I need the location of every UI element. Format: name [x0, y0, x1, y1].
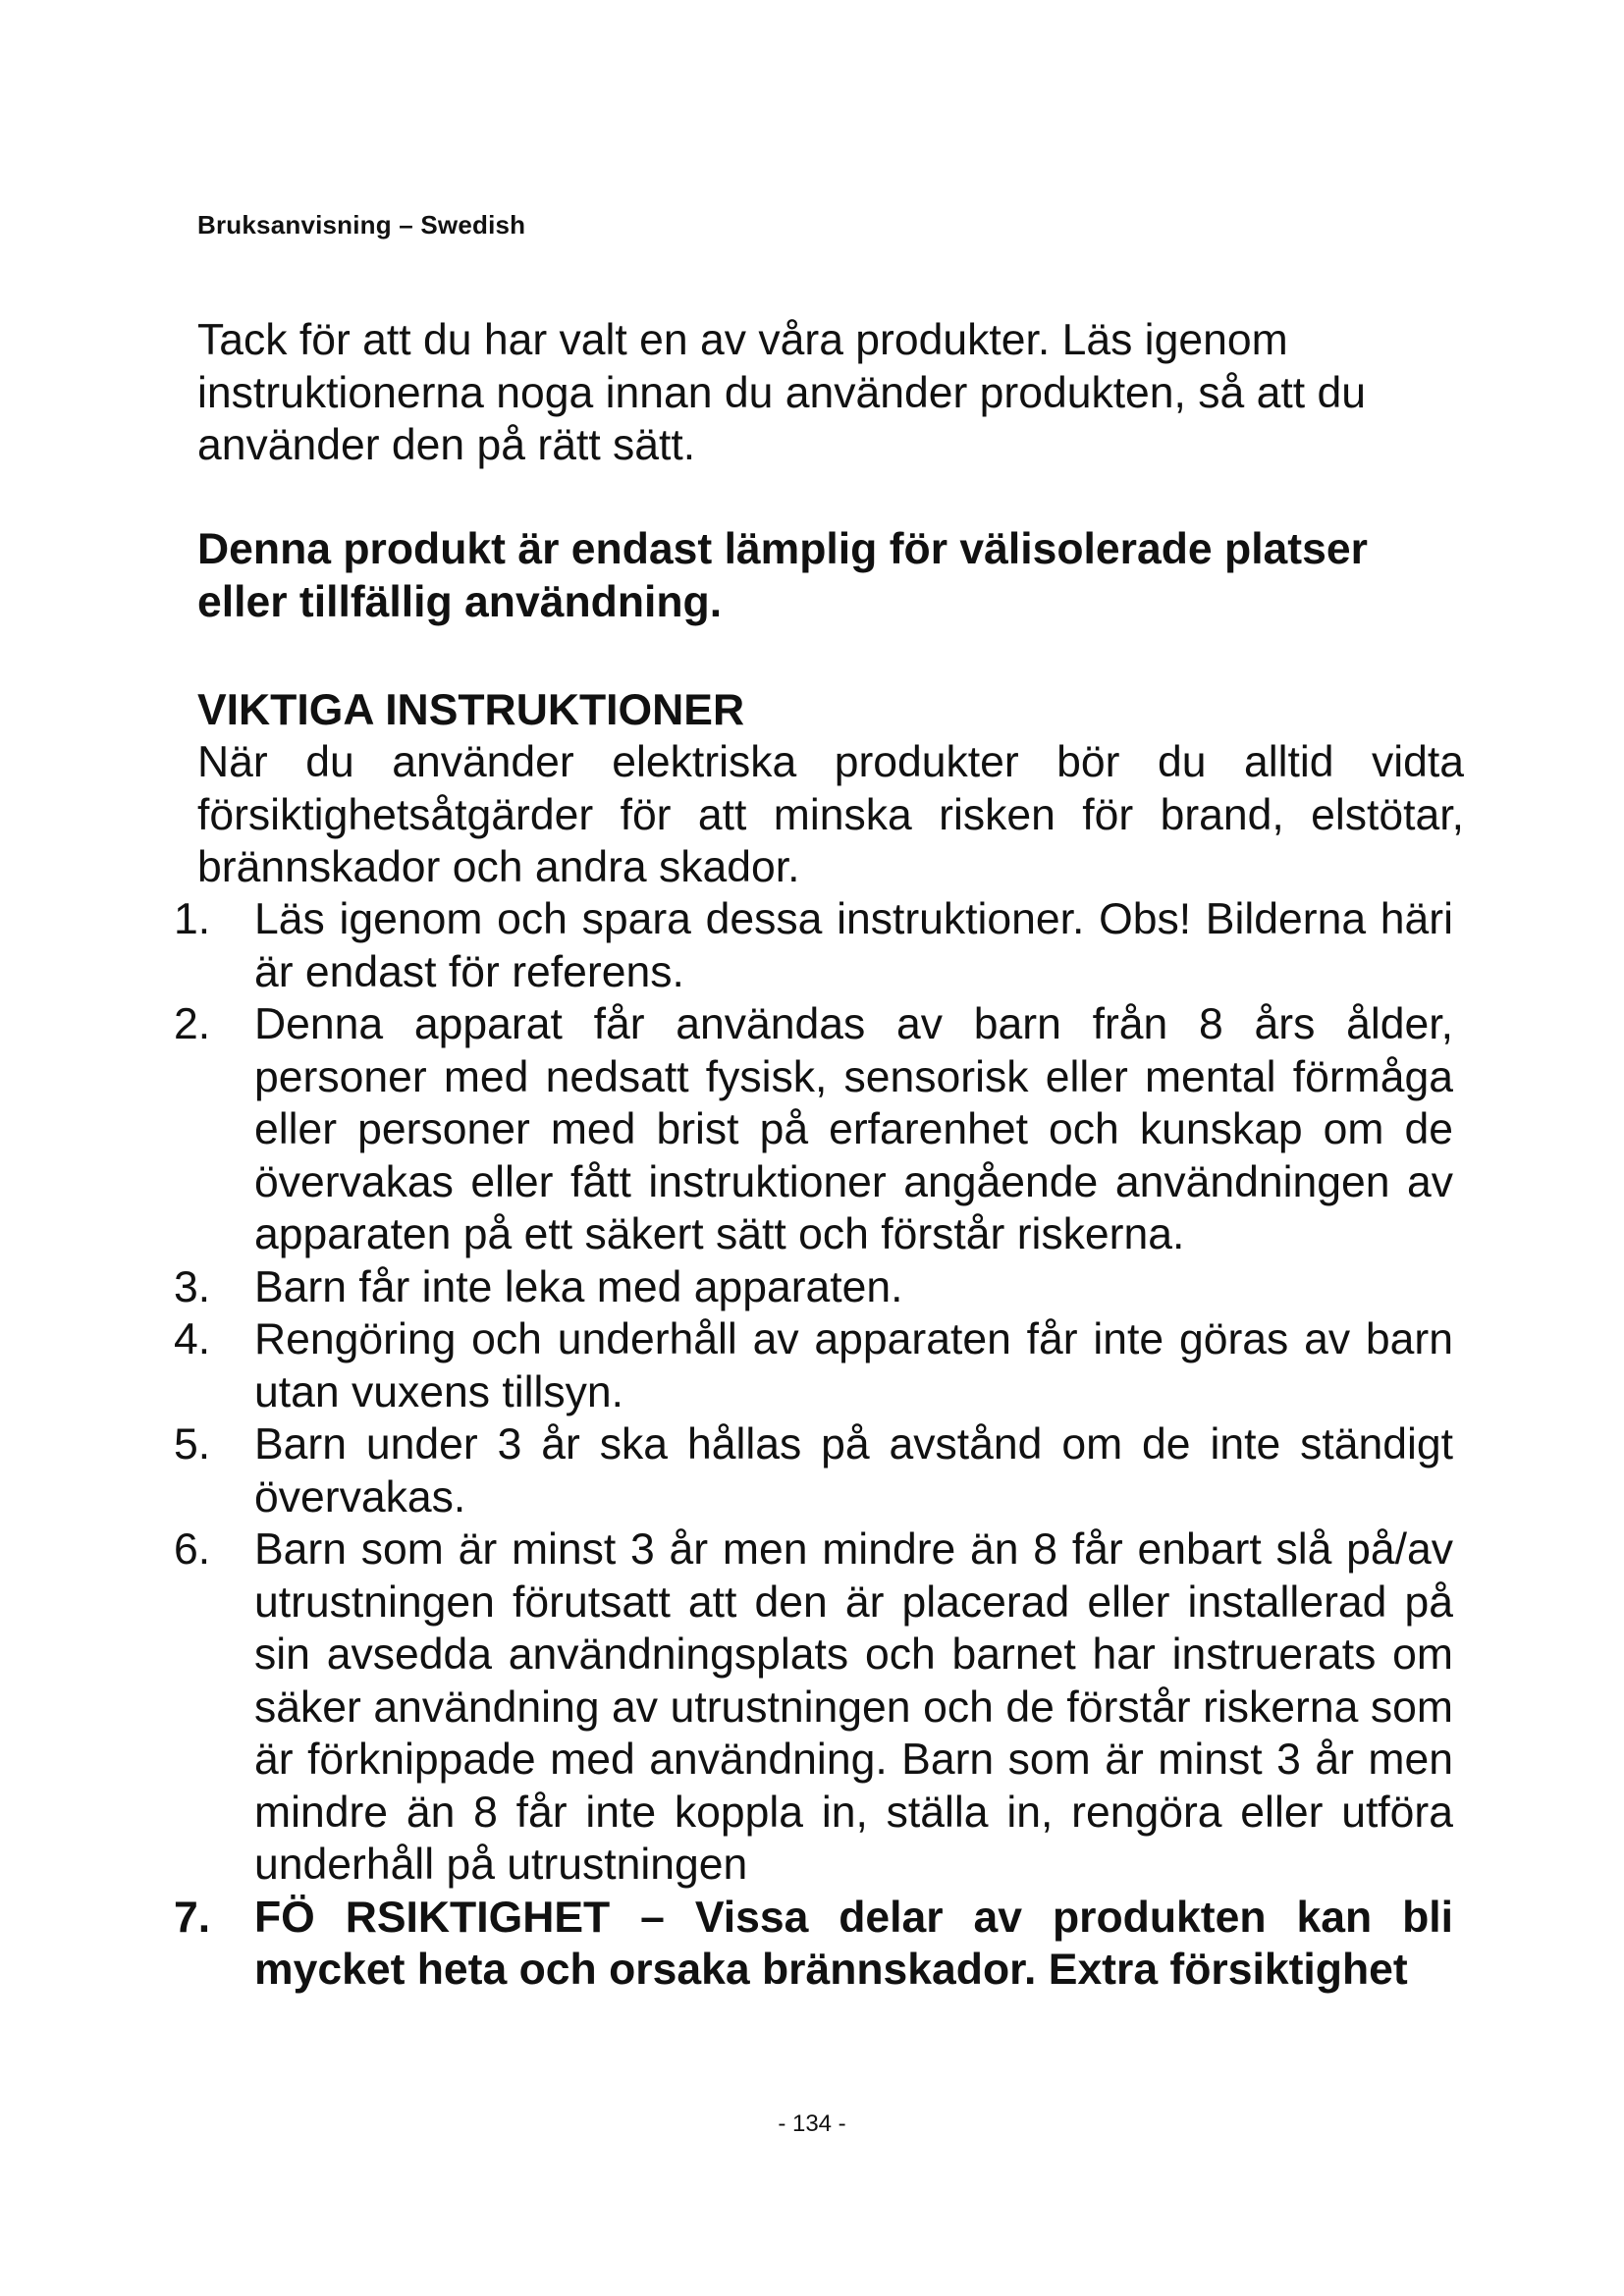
instruction-text: Barn som är minst 3 år men mindre än 8 får enbart slå på/av utrustningen förutsatt att den är placerad eller installerad på sin avsedda användningsplats och barnet har instruerats om säker användning av utrustningen och de förstår riskerna som är förknippade med användning. Barn som är minst 3 år men mindre än 8 får inte koppla in, ställa in, rengöra eller utföra underhåll på utrustningen	[254, 1525, 1453, 1889]
instruction-text: Barn får inte leka med apparaten.	[254, 1262, 903, 1311]
page-number: - 134 -	[778, 2110, 846, 2137]
instruction-number: 1.	[174, 895, 211, 943]
intro-paragraph: Tack för att du har valt en av våra produkter. Läs igenom instruktionerna noga innan du använder produkten, så att du använder den på rätt sätt.	[197, 316, 1366, 469]
instruction-item	[167, 893, 1453, 998]
usage-warning: Denna produkt är endast lämplig för välisolerade platser eller tillfällig användning.	[197, 525, 1368, 626]
instruction-number: 2.	[174, 1000, 211, 1048]
instruction-item	[167, 1523, 1453, 1892]
section-intro: När du använder elektriska produkter bör du alltid vidta försiktighetsåtgärder för att minska risken för brand, elstötar, brännskador och andra skador.	[197, 738, 1464, 891]
instruction-number: 4.	[174, 1315, 211, 1363]
instruction-number: 6.	[174, 1525, 211, 1574]
instruction-text: Läs igenom och spara dessa instruktioner. Obs! Bilderna häri är endast för referens.	[254, 895, 1453, 996]
instruction-item	[167, 1261, 1453, 1314]
section-title: VIKTIGA INSTRUKTIONER	[197, 686, 745, 734]
instruction-text: Barn under 3 år ska hållas på avstånd om de inte ständigt övervakas.	[254, 1420, 1453, 1522]
instruction-item	[167, 1892, 1453, 1997]
instruction-text: Denna apparat får användas av barn från 8 års ålder, personer med nedsatt fysisk, sensorisk eller mental förmåga eller personer med brist på erfarenhet och kunskap om de övervakas eller fått instruktioner angående användningen av apparaten på ett säkert sätt och förstår riskerna.	[254, 1000, 1453, 1258]
instruction-text: Rengöring och underhåll av apparaten får inte göras av barn utan vuxens tillsyn.	[254, 1315, 1453, 1416]
instruction-text: FÖ RSIKTIGHET – Vissa delar av produkten kan bli mycket heta och orsaka brännskador. Extra försiktighet	[254, 1893, 1453, 1994]
instruction-item	[167, 1313, 1453, 1418]
instruction-number: 3.	[174, 1262, 211, 1311]
instruction-item	[167, 998, 1453, 1261]
document-language-label: Bruksanvisning – Swedish	[197, 210, 526, 240]
instruction-number: 7.	[174, 1893, 211, 1942]
instruction-item	[167, 1418, 1453, 1523]
instruction-list	[167, 893, 1453, 1997]
instruction-number: 5.	[174, 1420, 211, 1468]
